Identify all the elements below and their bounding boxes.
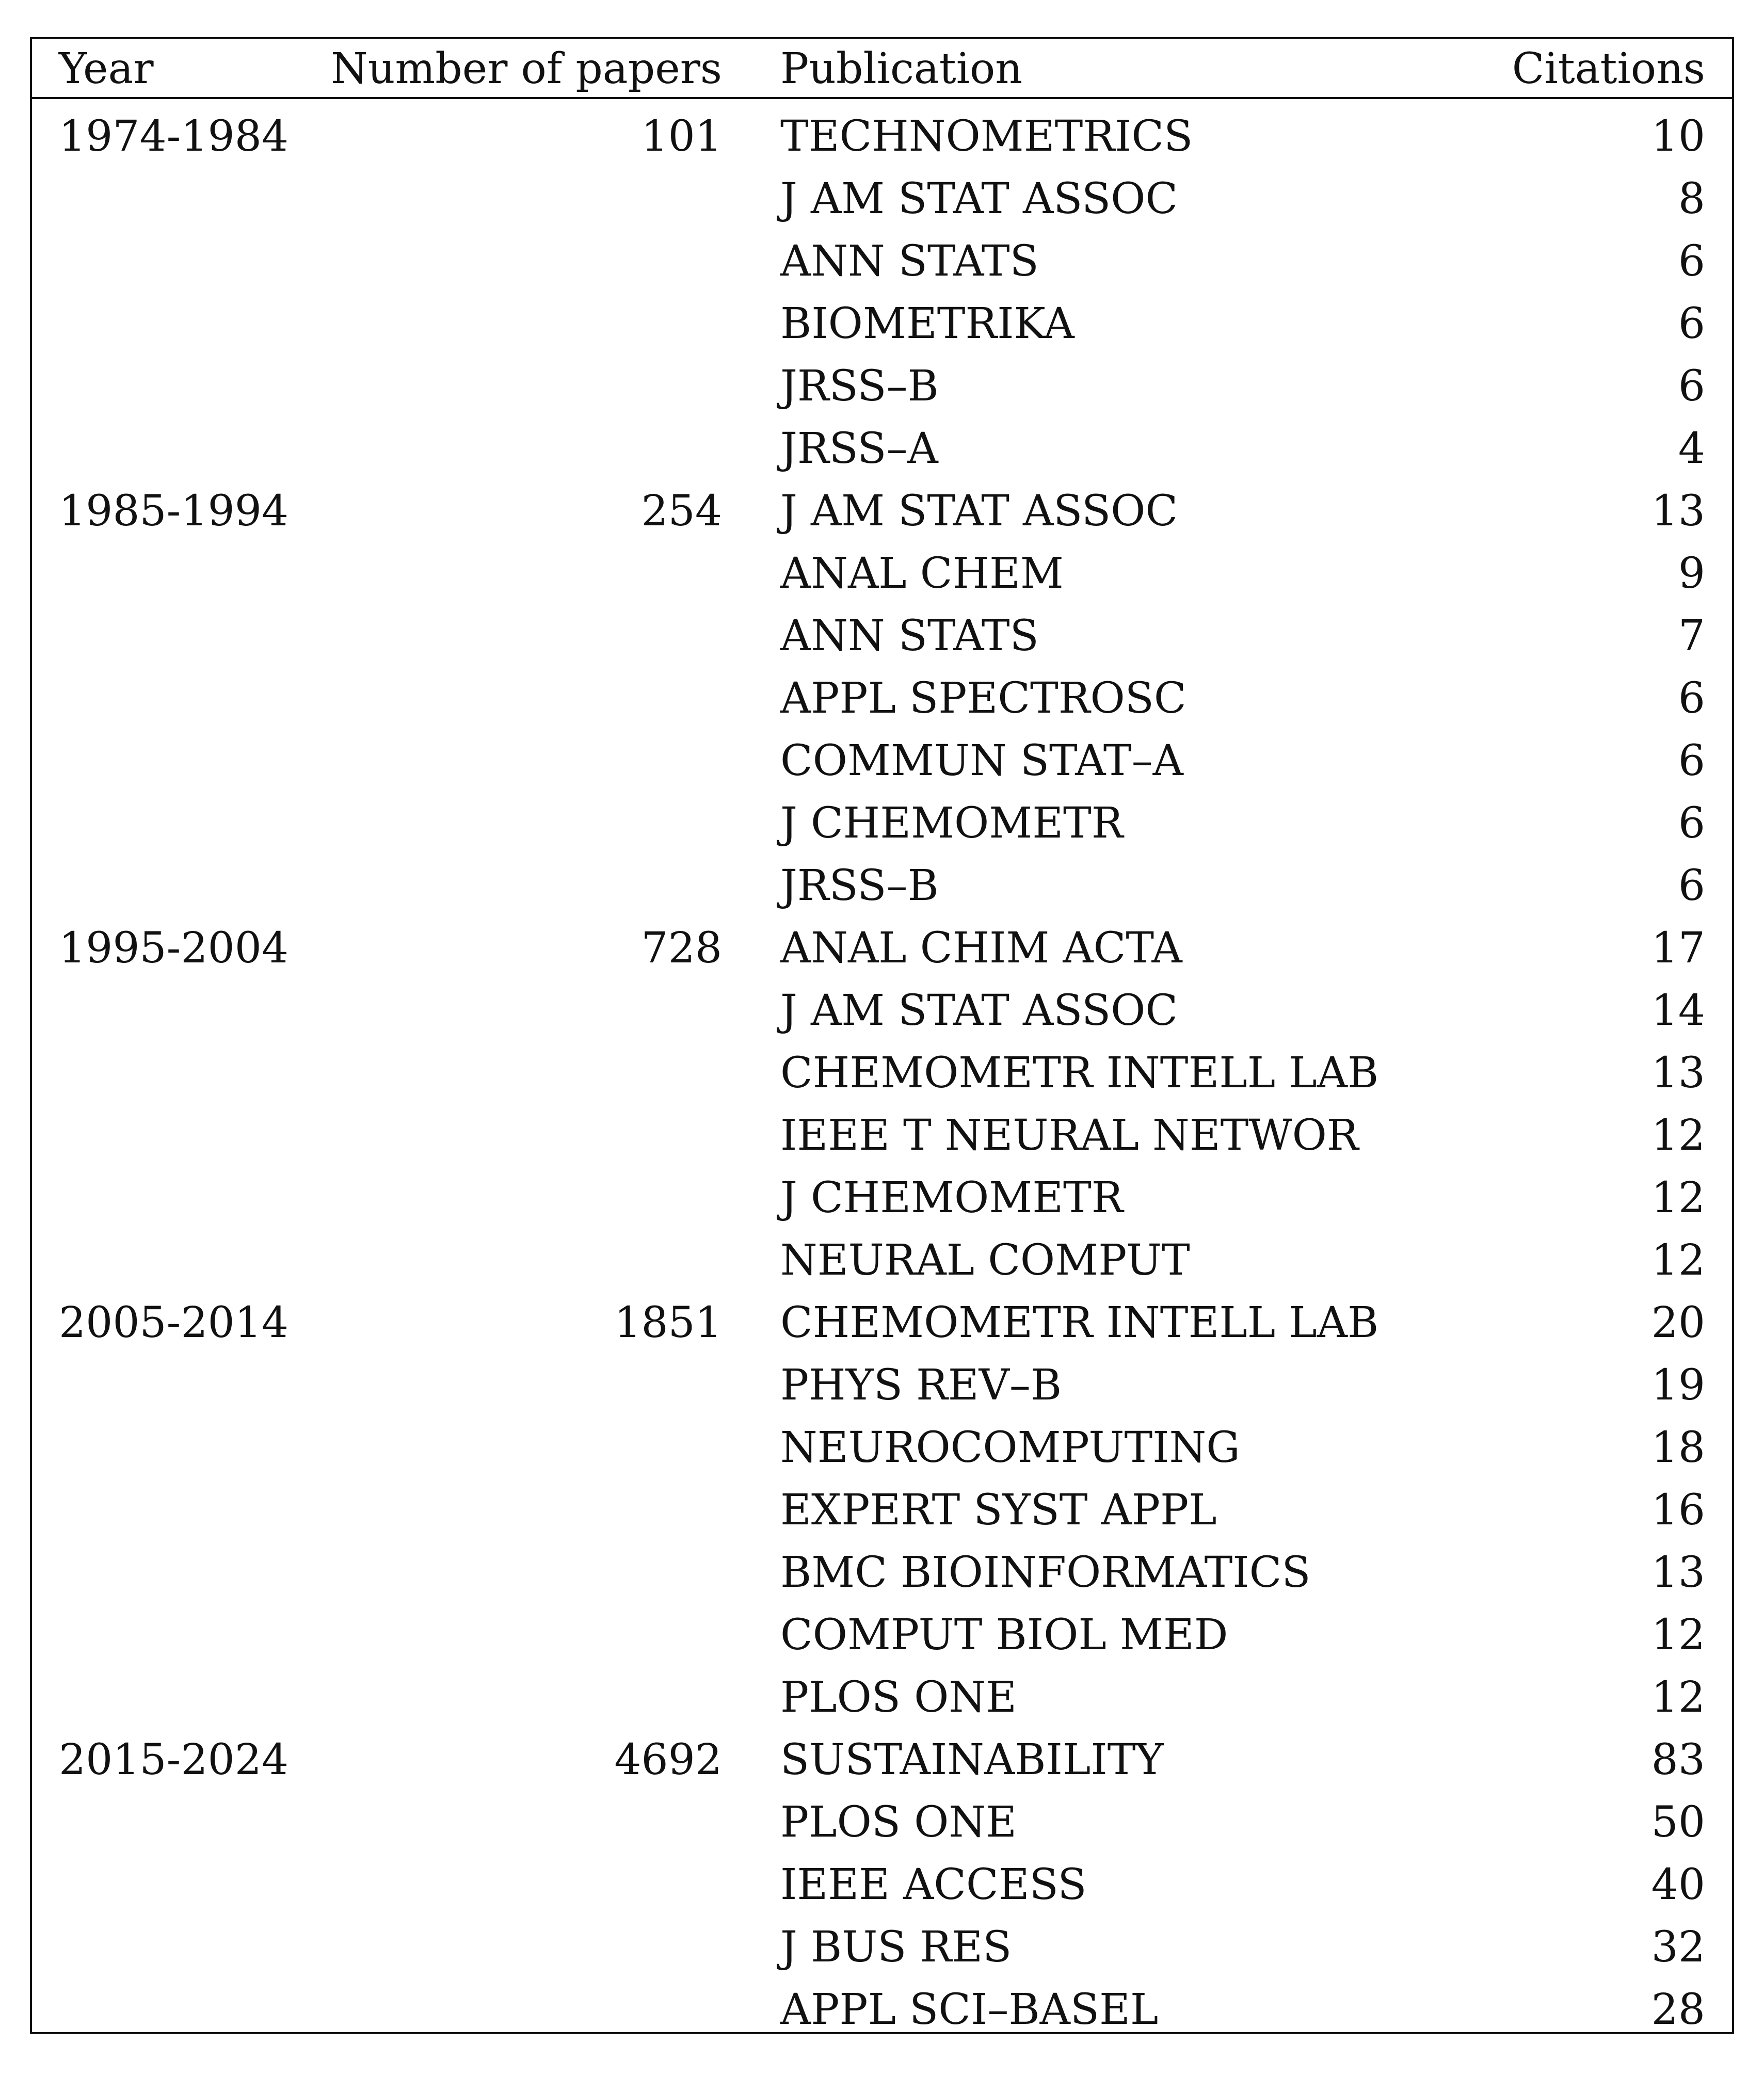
table-row	[32, 792, 1732, 855]
cell-number-of-papers: 254	[641, 487, 722, 536]
cell-citations: 13	[1651, 1548, 1705, 1597]
cell-citations: 4	[1678, 424, 1705, 473]
cell-publication: NEUROCOMPUTING	[780, 1423, 1240, 1472]
cell-citations: 6	[1678, 799, 1705, 848]
table-row	[32, 293, 1732, 355]
cell-citations: 19	[1651, 1361, 1705, 1410]
cell-citations: 40	[1651, 1860, 1705, 1909]
cell-citations: 13	[1651, 487, 1705, 536]
table-row	[32, 480, 1732, 542]
cell-citations: 9	[1678, 549, 1705, 598]
cell-publication: J AM STAT ASSOC	[780, 174, 1178, 223]
table-row	[32, 1791, 1732, 1854]
cell-publication: ANAL CHIM ACTA	[780, 924, 1182, 973]
table-row	[32, 1229, 1732, 1292]
publications-table	[30, 37, 1734, 2034]
table-row	[32, 667, 1732, 730]
cell-publication: JRSS–B	[780, 362, 939, 411]
cell-year: 2005-2014	[59, 1298, 289, 1347]
cell-publication: APPL SPECTROSC	[780, 674, 1186, 723]
cell-number-of-papers: 4692	[614, 1735, 722, 1784]
cell-citations: 6	[1678, 736, 1705, 785]
cell-citations: 6	[1678, 861, 1705, 910]
cell-citations: 6	[1678, 362, 1705, 411]
cell-publication: COMMUN STAT–A	[780, 736, 1183, 785]
cell-citations: 7	[1678, 611, 1705, 661]
cell-citations: 13	[1651, 1049, 1705, 1098]
table-row	[32, 1541, 1732, 1604]
table-row	[32, 168, 1732, 230]
cell-publication: J AM STAT ASSOC	[780, 986, 1178, 1035]
cell-year: 2015-2024	[59, 1735, 289, 1784]
cell-publication: SUSTAINABILITY	[780, 1735, 1164, 1784]
cell-publication: J AM STAT ASSOC	[780, 487, 1178, 536]
table-row	[32, 230, 1732, 293]
cell-citations: 14	[1651, 986, 1705, 1035]
cell-publication: JRSS–B	[780, 861, 939, 910]
table-row	[32, 542, 1732, 605]
cell-publication: J CHEMOMETR	[780, 1173, 1124, 1222]
table-row	[32, 605, 1732, 667]
header-number-of-papers: Number of papers	[330, 44, 722, 93]
cell-citations: 18	[1651, 1423, 1705, 1472]
cell-citations: 16	[1651, 1486, 1705, 1535]
cell-citations: 12	[1651, 1111, 1705, 1160]
header-year: Year	[59, 44, 154, 93]
header-citations: Citations	[1512, 44, 1705, 93]
cell-citations: 17	[1651, 924, 1705, 973]
cell-citations: 32	[1651, 1923, 1705, 1972]
cell-publication: BMC BIOINFORMATICS	[780, 1548, 1311, 1597]
cell-citations: 6	[1678, 674, 1705, 723]
cell-number-of-papers: 101	[641, 112, 722, 161]
cell-publication: IEEE ACCESS	[780, 1860, 1087, 1909]
table-row	[32, 1354, 1732, 1417]
table-body	[32, 105, 1732, 2041]
table-row	[32, 355, 1732, 417]
table-row	[32, 1167, 1732, 1229]
cell-citations: 20	[1651, 1298, 1705, 1347]
cell-citations: 6	[1678, 299, 1705, 348]
table-row	[32, 1479, 1732, 1541]
cell-publication: J CHEMOMETR	[780, 799, 1124, 848]
cell-publication: COMPUT BIOL MED	[780, 1611, 1228, 1660]
cell-publication: ANAL CHEM	[780, 549, 1064, 598]
table-row	[32, 417, 1732, 480]
cell-citations: 83	[1651, 1735, 1705, 1784]
table-row	[32, 1104, 1732, 1167]
header-publication: Publication	[780, 44, 1023, 93]
table-row	[32, 730, 1732, 792]
cell-citations: 28	[1651, 1985, 1705, 2034]
table-row	[32, 1417, 1732, 1479]
cell-publication: JRSS–A	[780, 424, 938, 473]
cell-publication: IEEE T NEURAL NETWOR	[780, 1111, 1359, 1160]
table-header-row	[32, 39, 1732, 99]
cell-publication: APPL SCI–BASEL	[780, 1985, 1159, 2034]
cell-publication: PLOS ONE	[780, 1798, 1017, 1847]
cell-publication: CHEMOMETR INTELL LAB	[780, 1049, 1379, 1098]
table-row	[32, 1978, 1732, 2041]
table-row	[32, 1916, 1732, 1978]
table-row	[32, 105, 1732, 168]
cell-publication: EXPERT SYST APPL	[780, 1486, 1217, 1535]
table-row	[32, 1729, 1732, 1791]
cell-year: 1974-1984	[59, 112, 289, 161]
table-row	[32, 1292, 1732, 1354]
cell-citations: 6	[1678, 237, 1705, 286]
cell-citations: 8	[1678, 174, 1705, 223]
cell-publication: NEURAL COMPUT	[780, 1236, 1190, 1285]
cell-year: 1985-1994	[59, 487, 289, 536]
cell-number-of-papers: 728	[641, 924, 722, 973]
cell-publication: PHYS REV–B	[780, 1361, 1062, 1410]
cell-citations: 12	[1651, 1611, 1705, 1660]
cell-citations: 12	[1651, 1236, 1705, 1285]
table-row	[32, 1042, 1732, 1104]
table-row	[32, 917, 1732, 979]
table-row	[32, 855, 1732, 917]
table-row	[32, 1604, 1732, 1666]
cell-citations: 12	[1651, 1673, 1705, 1722]
cell-publication: ANN STATS	[780, 237, 1039, 286]
table-row	[32, 1854, 1732, 1916]
cell-number-of-papers: 1851	[614, 1298, 722, 1347]
cell-publication: BIOMETRIKA	[780, 299, 1075, 348]
cell-publication: J BUS RES	[780, 1923, 1012, 1972]
cell-publication: CHEMOMETR INTELL LAB	[780, 1298, 1379, 1347]
cell-citations: 10	[1651, 112, 1705, 161]
table-row	[32, 979, 1732, 1042]
cell-publication: ANN STATS	[780, 611, 1039, 661]
table-row	[32, 1666, 1732, 1729]
cell-publication: TECHNOMETRICS	[780, 112, 1193, 161]
cell-year: 1995-2004	[59, 924, 289, 973]
cell-publication: PLOS ONE	[780, 1673, 1017, 1722]
cell-citations: 50	[1651, 1798, 1705, 1847]
cell-citations: 12	[1651, 1173, 1705, 1222]
